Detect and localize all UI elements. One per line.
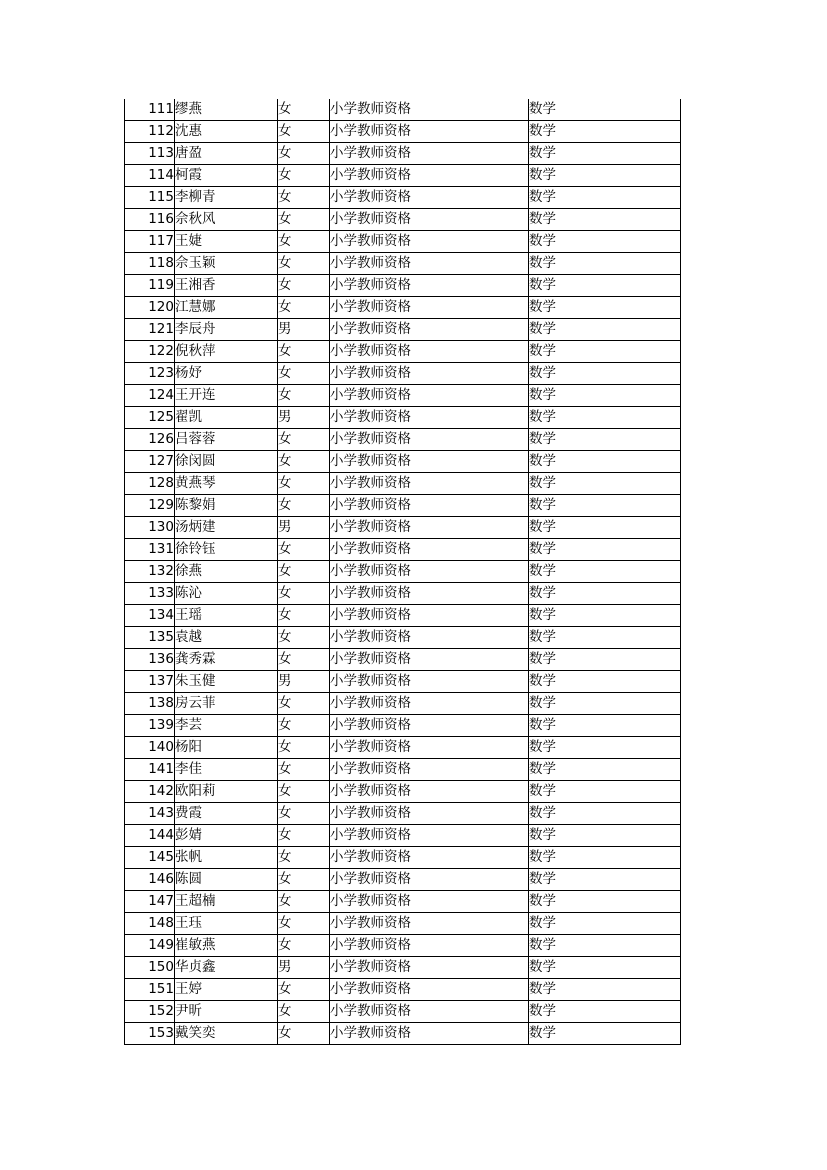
qualification-type-cell: 小学教师资格 <box>330 209 529 231</box>
qualification-type-cell: 小学教师资格 <box>330 407 529 429</box>
row-number-cell: 117 <box>125 231 175 253</box>
qualification-type-cell: 小学教师资格 <box>330 1001 529 1023</box>
qualification-type-cell: 小学教师资格 <box>330 451 529 473</box>
row-number-cell: 121 <box>125 319 175 341</box>
qualification-type-cell: 小学教师资格 <box>330 253 529 275</box>
person-name-cell: 倪秋萍 <box>175 341 278 363</box>
gender-cell: 女 <box>278 627 330 649</box>
row-number-cell: 135 <box>125 627 175 649</box>
subject-cell: 数学 <box>529 957 681 979</box>
row-number-cell: 123 <box>125 363 175 385</box>
row-number-cell: 142 <box>125 781 175 803</box>
qualification-type-cell: 小学教师资格 <box>330 275 529 297</box>
table-row <box>125 319 681 341</box>
person-name-cell: 陈沁 <box>175 583 278 605</box>
row-number-cell: 128 <box>125 473 175 495</box>
gender-cell: 女 <box>278 759 330 781</box>
subject-cell: 数学 <box>529 561 681 583</box>
qualification-type-cell: 小学教师资格 <box>330 693 529 715</box>
table-row <box>125 209 681 231</box>
person-name-cell: 尹昕 <box>175 1001 278 1023</box>
qualification-type-cell: 小学教师资格 <box>330 143 529 165</box>
gender-cell: 女 <box>278 385 330 407</box>
table-row <box>125 275 681 297</box>
subject-cell: 数学 <box>529 759 681 781</box>
person-name-cell: 王婕 <box>175 231 278 253</box>
row-number-cell: 131 <box>125 539 175 561</box>
qualification-type-cell: 小学教师资格 <box>330 517 529 539</box>
subject-cell: 数学 <box>529 935 681 957</box>
table-row <box>125 957 681 979</box>
gender-cell: 女 <box>278 891 330 913</box>
table-row <box>125 385 681 407</box>
gender-cell: 女 <box>278 473 330 495</box>
subject-cell: 数学 <box>529 495 681 517</box>
qualification-type-cell: 小学教师资格 <box>330 759 529 781</box>
person-name-cell: 王瑶 <box>175 605 278 627</box>
gender-cell: 女 <box>278 693 330 715</box>
qualification-type-cell: 小学教师资格 <box>330 473 529 495</box>
table-row <box>125 693 681 715</box>
qualification-type-cell: 小学教师资格 <box>330 847 529 869</box>
row-number-cell: 120 <box>125 297 175 319</box>
row-number-cell: 138 <box>125 693 175 715</box>
gender-cell: 女 <box>278 209 330 231</box>
qualification-type-cell: 小学教师资格 <box>330 649 529 671</box>
subject-cell: 数学 <box>529 979 681 1001</box>
person-name-cell: 徐铃钰 <box>175 539 278 561</box>
person-name-cell: 杨妤 <box>175 363 278 385</box>
row-number-cell: 153 <box>125 1023 175 1045</box>
gender-cell: 女 <box>278 1023 330 1045</box>
subject-cell: 数学 <box>529 473 681 495</box>
qualification-type-cell: 小学教师资格 <box>330 935 529 957</box>
subject-cell: 数学 <box>529 385 681 407</box>
row-number-cell: 140 <box>125 737 175 759</box>
person-name-cell: 李柳青 <box>175 187 278 209</box>
person-name-cell: 欧阳莉 <box>175 781 278 803</box>
subject-cell: 数学 <box>529 737 681 759</box>
table-row <box>125 671 681 693</box>
subject-cell: 数学 <box>529 363 681 385</box>
person-name-cell: 汤炳建 <box>175 517 278 539</box>
qualification-type-cell: 小学教师资格 <box>330 495 529 517</box>
table-row <box>125 407 681 429</box>
subject-cell: 数学 <box>529 825 681 847</box>
row-number-cell: 130 <box>125 517 175 539</box>
subject-cell: 数学 <box>529 649 681 671</box>
qualification-type-cell: 小学教师资格 <box>330 957 529 979</box>
gender-cell: 女 <box>278 451 330 473</box>
subject-cell: 数学 <box>529 297 681 319</box>
qualification-type-cell: 小学教师资格 <box>330 913 529 935</box>
subject-cell: 数学 <box>529 627 681 649</box>
subject-cell: 数学 <box>529 693 681 715</box>
gender-cell: 女 <box>278 561 330 583</box>
gender-cell: 女 <box>278 341 330 363</box>
person-name-cell: 李辰舟 <box>175 319 278 341</box>
person-name-cell: 彭婧 <box>175 825 278 847</box>
table-row <box>125 143 681 165</box>
gender-cell: 男 <box>278 517 330 539</box>
qualification-type-cell: 小学教师资格 <box>330 825 529 847</box>
subject-cell: 数学 <box>529 539 681 561</box>
subject-cell: 数学 <box>529 1023 681 1045</box>
table-row <box>125 913 681 935</box>
subject-cell: 数学 <box>529 319 681 341</box>
row-number-cell: 111 <box>125 99 175 121</box>
row-number-cell: 151 <box>125 979 175 1001</box>
subject-cell: 数学 <box>529 99 681 121</box>
subject-cell: 数学 <box>529 407 681 429</box>
table-row <box>125 165 681 187</box>
person-name-cell: 翟凯 <box>175 407 278 429</box>
qualification-type-cell: 小学教师资格 <box>330 583 529 605</box>
gender-cell: 女 <box>278 495 330 517</box>
qualification-type-cell: 小学教师资格 <box>330 1023 529 1045</box>
person-name-cell: 费霞 <box>175 803 278 825</box>
table-row <box>125 473 681 495</box>
subject-cell: 数学 <box>529 847 681 869</box>
person-name-cell: 黄燕琴 <box>175 473 278 495</box>
gender-cell: 女 <box>278 825 330 847</box>
row-number-cell: 116 <box>125 209 175 231</box>
subject-cell: 数学 <box>529 781 681 803</box>
row-number-cell: 144 <box>125 825 175 847</box>
person-name-cell: 徐燕 <box>175 561 278 583</box>
row-number-cell: 114 <box>125 165 175 187</box>
gender-cell: 女 <box>278 847 330 869</box>
qualification-type-cell: 小学教师资格 <box>330 187 529 209</box>
person-name-cell: 佘秋风 <box>175 209 278 231</box>
person-name-cell: 王超楠 <box>175 891 278 913</box>
person-name-cell: 王婷 <box>175 979 278 1001</box>
subject-cell: 数学 <box>529 165 681 187</box>
person-name-cell: 崔敏燕 <box>175 935 278 957</box>
person-name-cell: 王珏 <box>175 913 278 935</box>
person-name-cell: 李佳 <box>175 759 278 781</box>
row-number-cell: 152 <box>125 1001 175 1023</box>
row-number-cell: 143 <box>125 803 175 825</box>
qualification-type-cell: 小学教师资格 <box>330 781 529 803</box>
person-name-cell: 房云菲 <box>175 693 278 715</box>
row-number-cell: 141 <box>125 759 175 781</box>
qualification-type-cell: 小学教师资格 <box>330 231 529 253</box>
table-row <box>125 605 681 627</box>
row-number-cell: 124 <box>125 385 175 407</box>
row-number-cell: 113 <box>125 143 175 165</box>
row-number-cell: 139 <box>125 715 175 737</box>
table-row <box>125 539 681 561</box>
roster-table <box>124 99 681 1045</box>
gender-cell: 女 <box>278 143 330 165</box>
row-number-cell: 118 <box>125 253 175 275</box>
row-number-cell: 148 <box>125 913 175 935</box>
gender-cell: 女 <box>278 803 330 825</box>
qualification-type-cell: 小学教师资格 <box>330 363 529 385</box>
table-row <box>125 99 681 121</box>
table-row <box>125 979 681 1001</box>
row-number-cell: 126 <box>125 429 175 451</box>
table-row <box>125 583 681 605</box>
qualification-type-cell: 小学教师资格 <box>330 803 529 825</box>
gender-cell: 女 <box>278 605 330 627</box>
table-row <box>125 759 681 781</box>
subject-cell: 数学 <box>529 209 681 231</box>
person-name-cell: 陈圆 <box>175 869 278 891</box>
table-row <box>125 253 681 275</box>
person-name-cell: 佘玉颖 <box>175 253 278 275</box>
row-number-cell: 112 <box>125 121 175 143</box>
gender-cell: 女 <box>278 781 330 803</box>
table-row <box>125 737 681 759</box>
gender-cell: 女 <box>278 429 330 451</box>
subject-cell: 数学 <box>529 715 681 737</box>
roster-body <box>125 99 681 1045</box>
qualification-type-cell: 小学教师资格 <box>330 341 529 363</box>
gender-cell: 女 <box>278 1001 330 1023</box>
person-name-cell: 江慧娜 <box>175 297 278 319</box>
person-name-cell: 杨阳 <box>175 737 278 759</box>
gender-cell: 女 <box>278 935 330 957</box>
table-row <box>125 803 681 825</box>
row-number-cell: 129 <box>125 495 175 517</box>
gender-cell: 女 <box>278 297 330 319</box>
table-row <box>125 1023 681 1045</box>
subject-cell: 数学 <box>529 275 681 297</box>
qualification-type-cell: 小学教师资格 <box>330 429 529 451</box>
subject-cell: 数学 <box>529 891 681 913</box>
person-name-cell: 缪燕 <box>175 99 278 121</box>
subject-cell: 数学 <box>529 517 681 539</box>
gender-cell: 女 <box>278 913 330 935</box>
table-row <box>125 869 681 891</box>
subject-cell: 数学 <box>529 429 681 451</box>
person-name-cell: 沈惠 <box>175 121 278 143</box>
row-number-cell: 136 <box>125 649 175 671</box>
row-number-cell: 149 <box>125 935 175 957</box>
person-name-cell: 张帆 <box>175 847 278 869</box>
subject-cell: 数学 <box>529 671 681 693</box>
qualification-type-cell: 小学教师资格 <box>330 979 529 1001</box>
table-row <box>125 891 681 913</box>
row-number-cell: 119 <box>125 275 175 297</box>
row-number-cell: 122 <box>125 341 175 363</box>
subject-cell: 数学 <box>529 341 681 363</box>
gender-cell: 男 <box>278 407 330 429</box>
gender-cell: 女 <box>278 649 330 671</box>
person-name-cell: 王开连 <box>175 385 278 407</box>
table-row <box>125 429 681 451</box>
table-row <box>125 495 681 517</box>
gender-cell: 女 <box>278 121 330 143</box>
qualification-type-cell: 小学教师资格 <box>330 869 529 891</box>
gender-cell: 女 <box>278 165 330 187</box>
table-row <box>125 231 681 253</box>
row-number-cell: 133 <box>125 583 175 605</box>
table-row <box>125 517 681 539</box>
subject-cell: 数学 <box>529 143 681 165</box>
gender-cell: 男 <box>278 957 330 979</box>
row-number-cell: 132 <box>125 561 175 583</box>
gender-cell: 女 <box>278 869 330 891</box>
gender-cell: 女 <box>278 979 330 1001</box>
gender-cell: 女 <box>278 275 330 297</box>
gender-cell: 女 <box>278 737 330 759</box>
gender-cell: 女 <box>278 99 330 121</box>
gender-cell: 女 <box>278 253 330 275</box>
table-row <box>125 649 681 671</box>
subject-cell: 数学 <box>529 231 681 253</box>
gender-cell: 男 <box>278 671 330 693</box>
person-name-cell: 柯霞 <box>175 165 278 187</box>
person-name-cell: 华贞鑫 <box>175 957 278 979</box>
person-name-cell: 朱玉健 <box>175 671 278 693</box>
gender-cell: 女 <box>278 363 330 385</box>
person-name-cell: 李芸 <box>175 715 278 737</box>
subject-cell: 数学 <box>529 253 681 275</box>
table-row <box>125 627 681 649</box>
row-number-cell: 134 <box>125 605 175 627</box>
table-row <box>125 341 681 363</box>
qualification-type-cell: 小学教师资格 <box>330 165 529 187</box>
person-name-cell: 吕蓉蓉 <box>175 429 278 451</box>
gender-cell: 女 <box>278 187 330 209</box>
table-row <box>125 363 681 385</box>
row-number-cell: 125 <box>125 407 175 429</box>
table-row <box>125 121 681 143</box>
subject-cell: 数学 <box>529 451 681 473</box>
table-row <box>125 451 681 473</box>
row-number-cell: 146 <box>125 869 175 891</box>
person-name-cell: 戴笑奕 <box>175 1023 278 1045</box>
qualification-type-cell: 小学教师资格 <box>330 561 529 583</box>
table-row <box>125 561 681 583</box>
table-row <box>125 715 681 737</box>
qualification-type-cell: 小学教师资格 <box>330 319 529 341</box>
qualification-type-cell: 小学教师资格 <box>330 627 529 649</box>
person-name-cell: 徐闵圆 <box>175 451 278 473</box>
qualification-type-cell: 小学教师资格 <box>330 539 529 561</box>
subject-cell: 数学 <box>529 121 681 143</box>
person-name-cell: 陈黎娟 <box>175 495 278 517</box>
subject-cell: 数学 <box>529 583 681 605</box>
row-number-cell: 147 <box>125 891 175 913</box>
table-row <box>125 1001 681 1023</box>
qualification-type-cell: 小学教师资格 <box>330 671 529 693</box>
table-row <box>125 187 681 209</box>
qualification-type-cell: 小学教师资格 <box>330 715 529 737</box>
person-name-cell: 袁越 <box>175 627 278 649</box>
subject-cell: 数学 <box>529 1001 681 1023</box>
gender-cell: 女 <box>278 231 330 253</box>
row-number-cell: 145 <box>125 847 175 869</box>
table-row <box>125 825 681 847</box>
subject-cell: 数学 <box>529 913 681 935</box>
gender-cell: 女 <box>278 715 330 737</box>
gender-cell: 男 <box>278 319 330 341</box>
subject-cell: 数学 <box>529 187 681 209</box>
gender-cell: 女 <box>278 583 330 605</box>
qualification-type-cell: 小学教师资格 <box>330 297 529 319</box>
table-row <box>125 935 681 957</box>
row-number-cell: 150 <box>125 957 175 979</box>
row-number-cell: 115 <box>125 187 175 209</box>
subject-cell: 数学 <box>529 803 681 825</box>
row-number-cell: 137 <box>125 671 175 693</box>
subject-cell: 数学 <box>529 605 681 627</box>
person-name-cell: 唐盈 <box>175 143 278 165</box>
table-row <box>125 297 681 319</box>
person-name-cell: 龚秀霖 <box>175 649 278 671</box>
qualification-type-cell: 小学教师资格 <box>330 891 529 913</box>
row-number-cell: 127 <box>125 451 175 473</box>
table-row <box>125 847 681 869</box>
table-row <box>125 781 681 803</box>
qualification-type-cell: 小学教师资格 <box>330 385 529 407</box>
qualification-type-cell: 小学教师资格 <box>330 605 529 627</box>
gender-cell: 女 <box>278 539 330 561</box>
qualification-type-cell: 小学教师资格 <box>330 737 529 759</box>
person-name-cell: 王湘香 <box>175 275 278 297</box>
qualification-type-cell: 小学教师资格 <box>330 121 529 143</box>
qualification-type-cell: 小学教师资格 <box>330 99 529 121</box>
subject-cell: 数学 <box>529 869 681 891</box>
